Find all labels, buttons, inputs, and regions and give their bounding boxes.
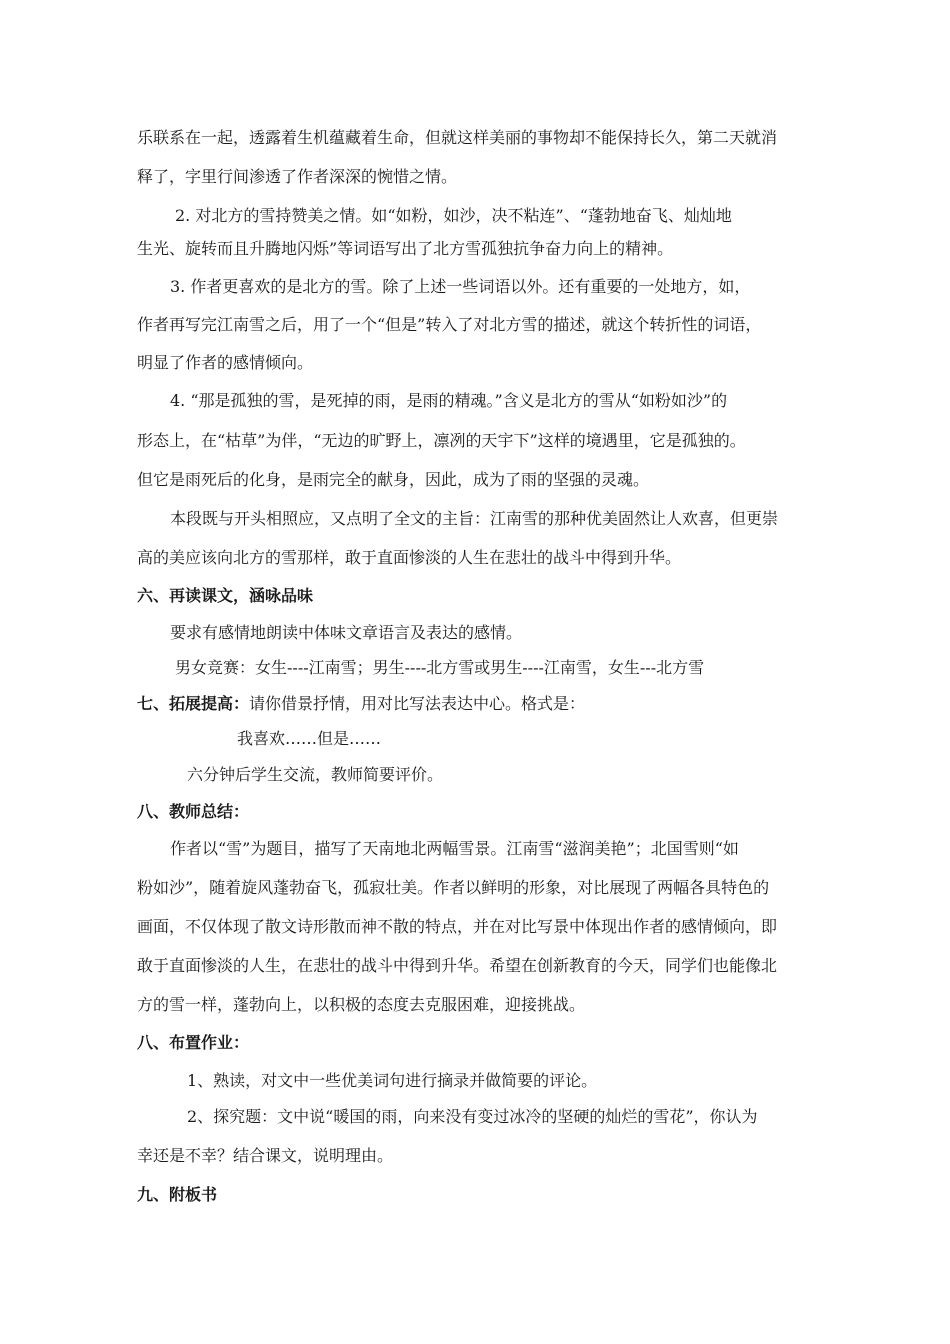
section-8-summary-line-2: 粉如沙”，随着旋风蓬勃奋飞，孤寂壮美。作者以鲜明的形象，对比展现了两幅各具特色的 — [137, 878, 770, 897]
section-6-line-1: 要求有感情地朗读中体味文章语言及表达的感情。 — [170, 623, 523, 642]
top-paragraph-line-1: 乐联系在一起，透露着生机蕴藏着生命，但就这样美丽的事物却不能保持长久，第二天就消 — [137, 128, 778, 147]
point-3-line-1: 3. 作者更喜欢的是北方的雪。除了上述一些词语以外。还有重要的一处地方，如， — [170, 277, 751, 296]
section-7-heading: 七、拓展提高： — [137, 694, 250, 713]
section-6-heading: 六、再读课文，涵咏品味 — [137, 586, 314, 605]
top-paragraph-line-2: 释了，字里行间渗透了作者深深的惋惜之情。 — [137, 167, 458, 186]
point-2-line-1: 2. 对北方的雪持赞美之情。如“如粉，如沙，决不粘连”、“蓬勃地奋飞、灿灿地 — [175, 206, 732, 225]
section-8-summary-line-4: 敢于直面惨淡的人生，在悲壮的战斗中得到升华。希望在创新教育的今天，同学们也能像北 — [137, 956, 778, 975]
section-9-heading: 九、附板书 — [137, 1185, 218, 1204]
section-6-line-2: 男女竞赛：女生----江南雪；男生----北方雪或男生----江南雪，女生---北方雪 — [175, 658, 705, 677]
point-3-line-3: 明显了作者的感情倾向。 — [137, 353, 314, 372]
section-8-summary-heading: 八、教师总结： — [137, 802, 250, 821]
point-2-line-2: 生光、旋转而且升腾地闪烁”等词语写出了北方雪孤独抗争奋力向上的精神。 — [137, 239, 674, 258]
point-4-line-3: 但它是雨死后的化身，是雨完全的献身，因此，成为了雨的坚强的灵魂。 — [137, 470, 650, 489]
section-8-homework-heading: 八、布置作业： — [137, 1033, 250, 1052]
point-3-line-2: 作者再写完江南雪之后，用了一个“但是”转入了对北方雪的描述，就这个转折性的词语， — [137, 315, 762, 334]
point-4-line-2: 形态上，在“枯草”为伴，“无边的旷野上，凛冽的天宇下”这样的境遇里，它是孤独的。 — [137, 431, 746, 450]
section-8-summary-line-1: 作者以“雪”为题目，描写了天南地北两幅雪景。江南雪“滋润美艳”；北国雪则“如 — [170, 839, 739, 858]
section-7-heading-line — [137, 693, 585, 715]
homework-item-2-line-2: 幸还是不幸？结合课文，说明理由。 — [137, 1146, 394, 1165]
section-7-line-1: 我喜欢……但是…… — [237, 729, 382, 748]
homework-item-1: 1、熟读，对文中一些优美词句进行摘录并做简要的评论。 — [187, 1071, 598, 1090]
section-8-summary-line-5: 方的雪一样，蓬勃向上，以积极的态度去克服困难，迎接挑战。 — [137, 995, 586, 1014]
summary-paragraph-line-2: 高的美应该向北方的雪那样，敢于直面惨淡的人生在悲壮的战斗中得到升华。 — [137, 548, 682, 567]
section-8-summary-line-3: 画面，不仅体现了散文诗形散而神不散的特点，并在对比写景中体现出作者的感情倾向，即 — [137, 917, 778, 936]
section-7-line-2: 六分钟后学生交流，教师简要评价。 — [187, 765, 444, 784]
summary-paragraph-line-1: 本段既与开头相照应，又点明了全文的主旨：江南雪的那种优美固然让人欢喜，但更崇 — [170, 509, 779, 528]
homework-item-2-line-1: 2、探究题：文中说“暖国的雨，向来没有变过冰冷的坚硬的灿烂的雪花”，你认为 — [187, 1107, 758, 1126]
point-4-line-1: 4. “那是孤独的雪，是死掉的雨，是雨的精魂。”含义是北方的雪从“如粉如沙”的 — [170, 391, 728, 410]
section-7-heading-rest: 请你借景抒情，用对比写法表达中心。格式是： — [249, 694, 586, 713]
